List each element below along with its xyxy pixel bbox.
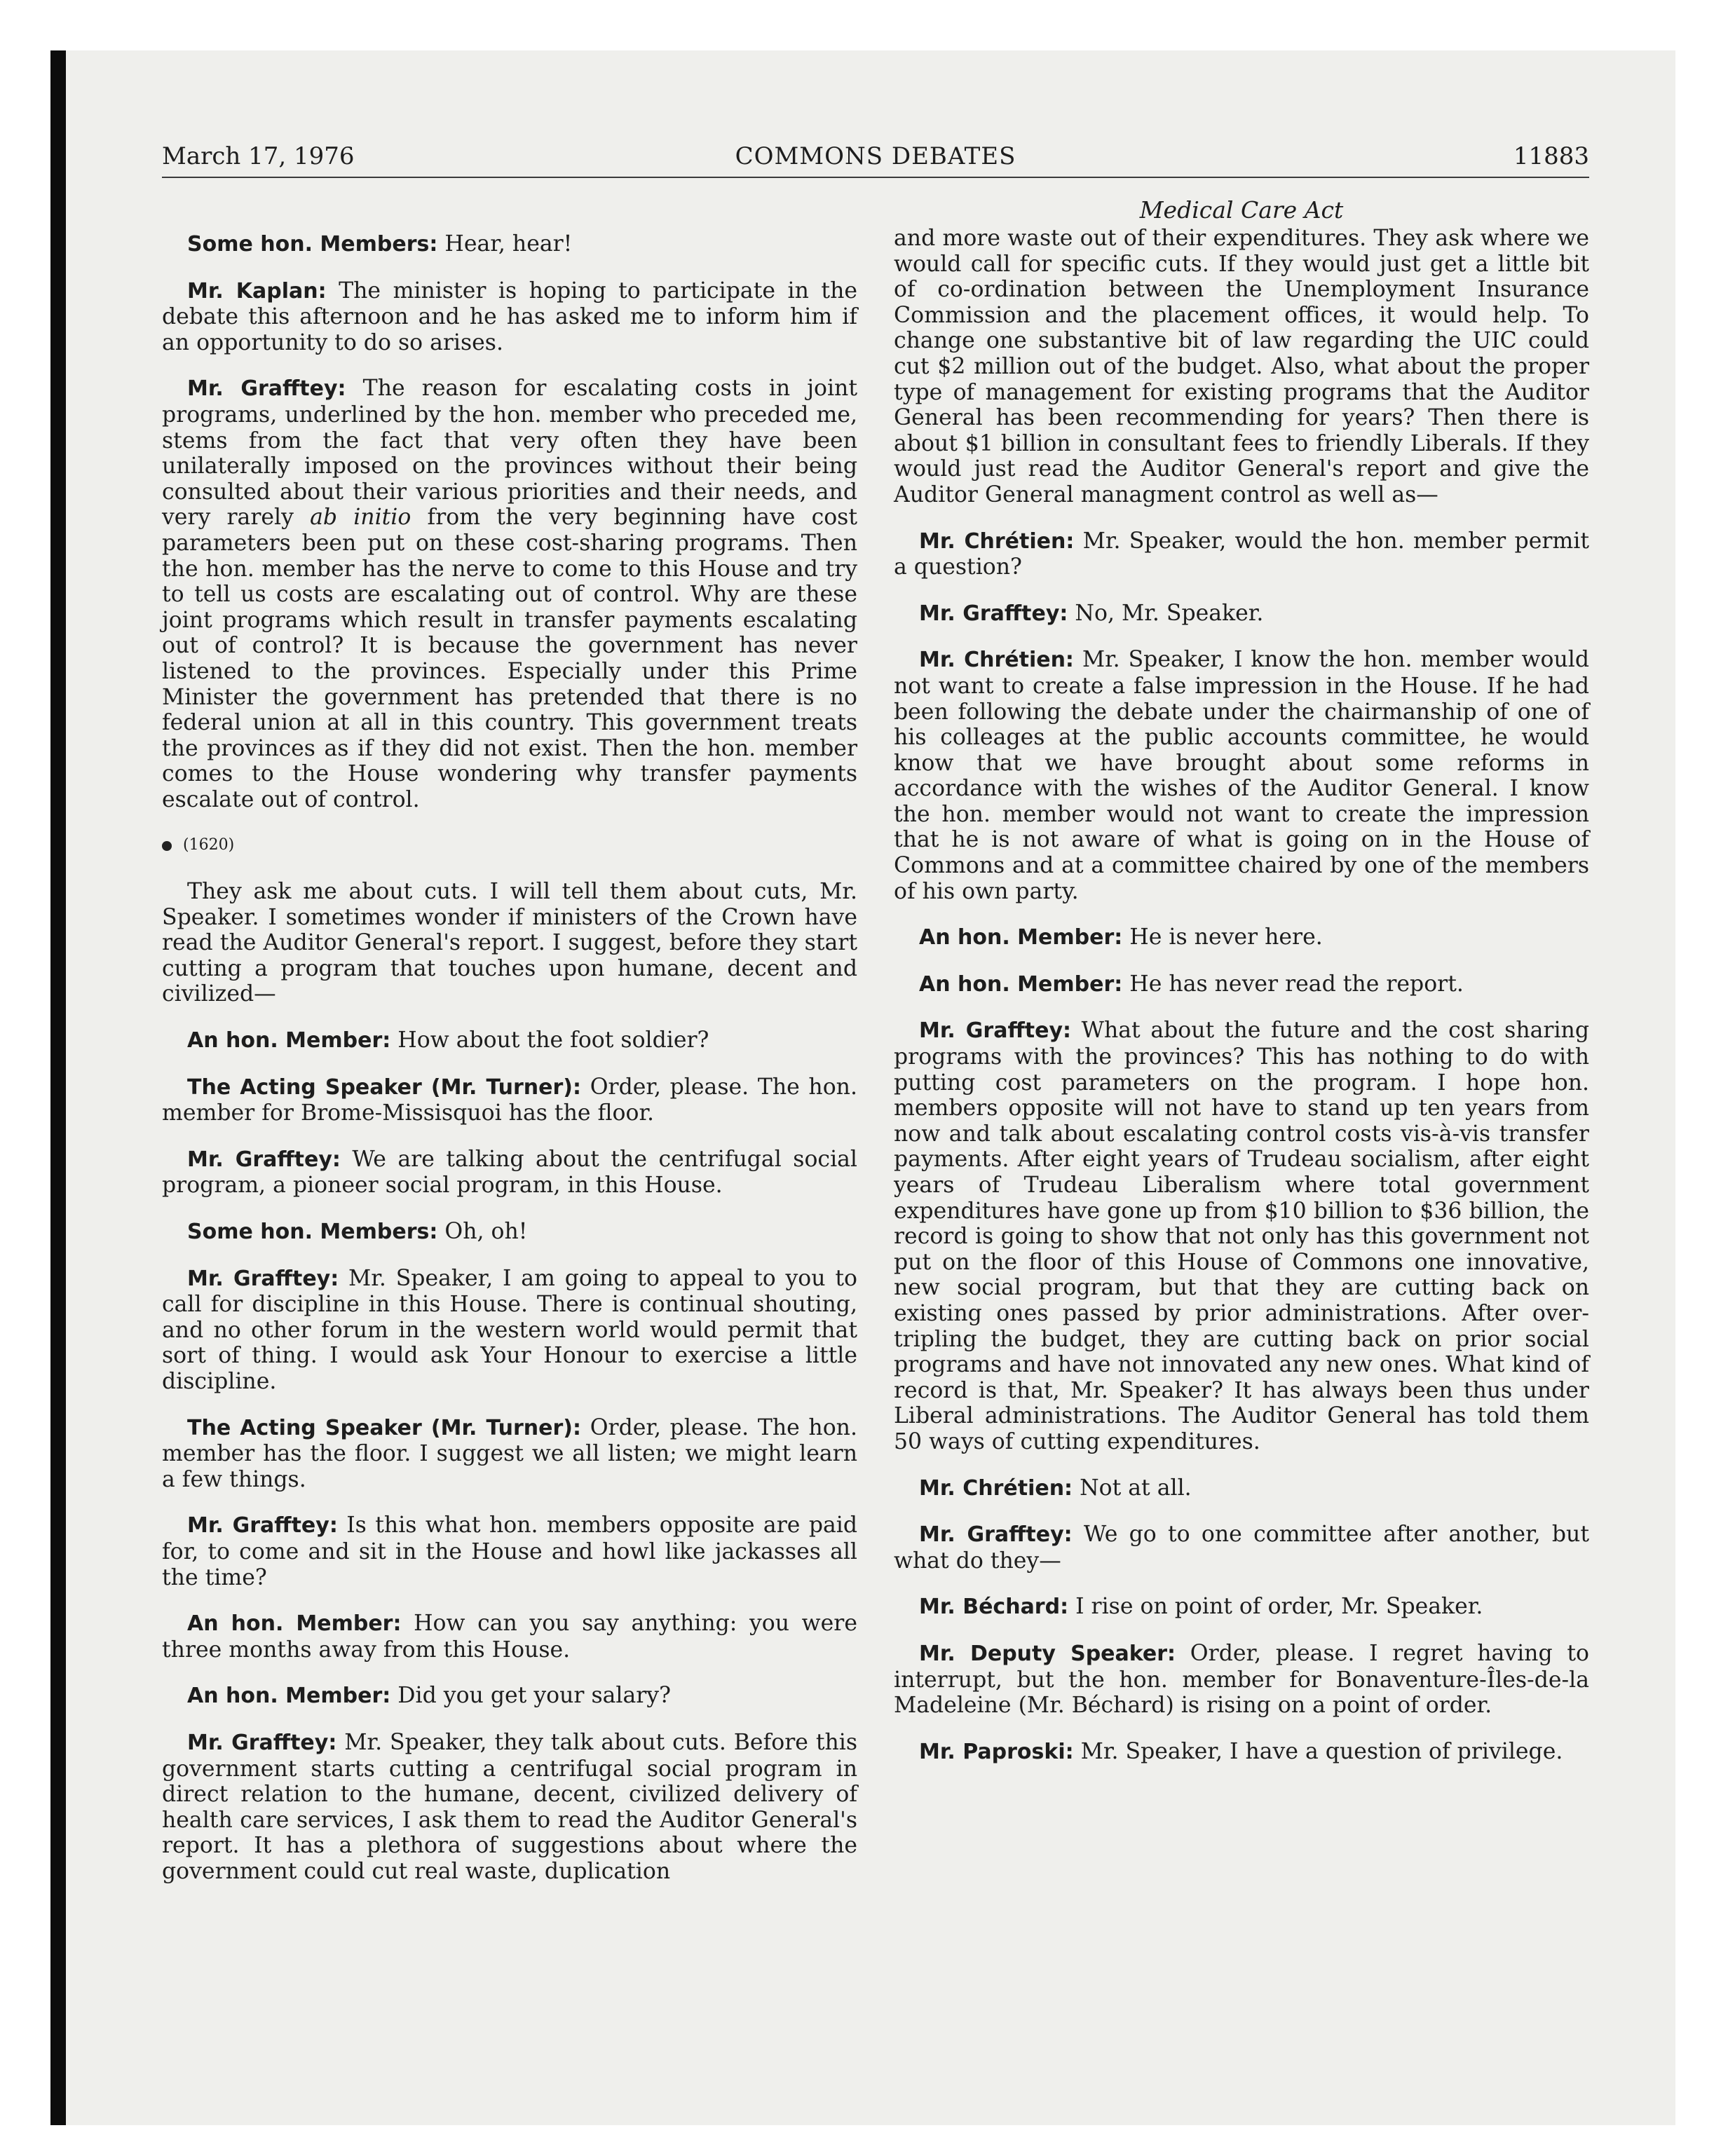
right-column	[894, 196, 1589, 1785]
speaker-name: Mr. Grafftey:	[919, 601, 1068, 626]
paragraph	[162, 1730, 857, 1885]
speech-text: The reason for escalating costs in joint programs, underlined by the hon. member who preceded me, stems from the fact that very often they have been unilaterally imposed on the provinces without their being consulted about their various priorities and their needs, and very rarely	[162, 376, 857, 531]
speech-text: Mr. Speaker, they talk about cuts. Before this government starts cutting a centrifugal social program in direct relation to the humane, decent, civilized delivery of health care services, I ask them to read the Auditor General's report. It has a plethora of suggestions about where the government could cut real waste, duplication	[162, 1729, 858, 1884]
speaker-name: Mr. Deputy Speaker:	[919, 1641, 1176, 1666]
speech-text: They ask me about cuts. I will tell them about cuts, Mr. Speaker. I sometimes wonder if ministers of the Crown have read the Auditor General's report. I suggest, before they start cutting a program that touches upon humane, decent and civilized—	[162, 879, 857, 1007]
speech-text: Order, please. The hon. member has the floor. I suggest we all listen; we might learn a few things.	[162, 1414, 857, 1492]
paragraph	[162, 1028, 857, 1054]
header-title: COMMONS DEBATES	[735, 142, 1016, 170]
page-header	[162, 139, 1589, 178]
speaker-name: Mr. Grafftey:	[187, 1730, 337, 1755]
speaker-name: Mr. Chrétien:	[919, 648, 1074, 673]
paragraph	[162, 1147, 857, 1199]
paragraph	[894, 1475, 1589, 1502]
speech-text: We are talking about the centrifugal social program, a pioneer social program, in this House.	[162, 1146, 857, 1199]
speaker-name: Mr. Grafftey:	[187, 1266, 339, 1291]
speech-text: Mr. Speaker, I know the hon. member would not want to create a false impression in the House. If he had been following the debate under the chairmanship of one of his colleages at the public accounts committee, he would know that we have brought about some reforms in accordance with the wishes of the Auditor General. I know the hon. member would not want to create the impression that he is not aware of what is going on in the House of Commons and at a committee chaired by one of the members of his own party.	[894, 647, 1589, 904]
speech-text: Did you get your salary?	[390, 1683, 671, 1709]
page-number: 11883	[1513, 142, 1589, 170]
paragraph	[162, 1415, 857, 1493]
paragraph	[894, 1594, 1589, 1621]
speaker-name: Mr. Grafftey:	[187, 376, 346, 402]
speaker-name: Mr. Grafftey:	[187, 1513, 338, 1538]
speaker-name: Mr. Béchard:	[919, 1595, 1069, 1620]
paragraph	[162, 1074, 857, 1126]
paragraph	[894, 226, 1589, 508]
speech-text: from the very beginning have cost parameters been put on these cost-sharing programs. Then the hon. member has the nerve to come to this House and try to tell us costs are escalating out of control. Why are these joint programs which result in transfer payments escalating out of control? It is because the government has never listened to the provinces. Especially under this Prime Minister the government has pretended that there is no federal union at all in this country. This government treats the provinces as if they did not exist. Then the hon. member comes to the House wondering why transfer payments escalate out of control.	[162, 505, 857, 812]
speaker-name: The Acting Speaker (Mr. Turner):	[187, 1074, 582, 1100]
speaker-name: Mr. Grafftey:	[919, 1522, 1073, 1548]
paragraph	[894, 647, 1589, 904]
paragraph	[894, 971, 1589, 998]
speech-text: and more waste out of their expenditures. They ask where we would call for specific cuts. If they would just get a little bit of co-ordination between the Unemployment Insurance Commission and the placement offices, it would help. To change one substantive bit of law regarding the UIC could cut $2 million out of the budget. Also, what about the proper type of management for existing programs that the Auditor General has been recommending for years? Then there is about $1 billion in consultant fees to friendly Liberals. If they would just read the Auditor General's report and give the Auditor General managment control as well as—	[894, 226, 1589, 507]
speaker-name: The Acting Speaker (Mr. Turner):	[187, 1415, 582, 1440]
speech-text: Mr. Speaker, I have a question of privilege.	[1073, 1738, 1563, 1764]
speaker-name: An hon. Member:	[187, 1028, 391, 1053]
paragraph	[894, 601, 1589, 627]
paragraph	[162, 1513, 857, 1590]
speech-text: He is never here.	[1122, 925, 1323, 950]
paragraph	[162, 231, 857, 258]
speech-text: Order, please. I regret having to interrupt, but the hon. member for Bonaventure-Îles-de-la Madeleine (Mr. Béchard) is rising on a point of order.	[894, 1640, 1589, 1719]
speech-text: We go to one committee after another, but what do they—	[894, 1522, 1589, 1574]
speech-text: Order, please. The hon. member for Brome-Missisquoi has the floor.	[162, 1074, 857, 1126]
paragraph	[894, 1522, 1589, 1574]
speaker-name: An hon. Member:	[919, 925, 1123, 950]
speech-text: He has never read the report.	[1122, 971, 1464, 997]
paragraph	[162, 278, 857, 356]
header-date: March 17, 1976	[162, 142, 355, 170]
paragraph	[894, 528, 1589, 580]
speech-text: Hear, hear!	[437, 231, 573, 257]
paragraph	[162, 1219, 857, 1246]
speaker-name: Mr. Grafftey:	[187, 1147, 341, 1172]
paragraph	[162, 1611, 857, 1663]
paragraph	[894, 1641, 1589, 1719]
speech-text: How about the foot soldier?	[390, 1028, 709, 1053]
paragraph	[894, 925, 1589, 951]
speech-text: Mr. Speaker, I am going to appeal to you to call for discipline in this House. There is continual shouting, and no other forum in the western world would permit that sort of thing. I would ask Your Honour to exercise a little discipline.	[162, 1265, 857, 1394]
speaker-name: Some hon. Members:	[187, 232, 438, 257]
speech-text: Mr. Speaker, would the hon. member permit a question?	[894, 528, 1589, 580]
paragraph	[162, 879, 857, 1007]
paragraph	[894, 1739, 1589, 1766]
left-column	[162, 231, 857, 1904]
speaker-name: An hon. Member:	[187, 1684, 391, 1709]
speaker-name: Mr. Kaplan:	[187, 278, 327, 303]
section-subtitle: Medical Care Act	[1139, 196, 1344, 224]
time-marker	[162, 833, 857, 859]
speech-text: Not at all.	[1073, 1475, 1192, 1501]
paragraph	[162, 1266, 857, 1395]
speaker-name: Mr. Paproski:	[919, 1739, 1074, 1764]
speech-text: Oh, oh!	[437, 1219, 528, 1244]
speech-text: What about the future and the cost sharing programs with the provinces? This has nothing to do with putting cost parameters on the program. I hope hon. members opposite will not have to stand up ten years from now and talk about escalating control costs vis-à-vis transfer payments. After eight years of Trudeau socialism, after eight years of Trudeau Liberalism where total government expenditures have gone up from $10 billion to $36 billion, the record is going to show that not only has this government not put on the floor of this House of Commons one innovative, new social program, but that they are cutting back on existing ones passed by prior administrations. After over-tripling the budget, they are cutting back on prior social programs and have not innovated any new ones. What kind of record is that, Mr. Speaker? It has always been thus under Liberal administrations. The Auditor General has told them 50 ways of cutting expenditures.	[894, 1018, 1590, 1454]
scan-edge	[50, 50, 66, 2125]
speaker-name: Mr. Chrétien:	[919, 1475, 1073, 1501]
speech-text: Is this what hon. members opposite are paid for, to come and sit in the House and howl like jackasses all the time?	[162, 1513, 858, 1590]
speaker-name: Mr. Grafftey:	[919, 1018, 1072, 1044]
speaker-name: Mr. Chrétien:	[919, 528, 1075, 554]
paragraph	[162, 376, 857, 812]
speaker-name: An hon. Member:	[187, 1611, 402, 1637]
paragraph	[894, 1018, 1589, 1454]
speech-text: The minister is hoping to participate in the debate this afternoon and he has asked me to inform him if an opportunity to do so arises.	[162, 278, 857, 355]
speaker-name: An hon. Member:	[919, 971, 1123, 997]
speaker-name: Some hon. Members:	[187, 1220, 438, 1244]
latin-phrase: ab initio	[310, 505, 411, 531]
bullet-icon	[162, 841, 172, 851]
paragraph	[162, 1683, 857, 1710]
time-marker-text: (1620)	[183, 836, 235, 854]
speech-text: No, Mr. Speaker.	[1068, 600, 1264, 626]
speech-text: How can you say anything: you were three months away from this House.	[162, 1611, 857, 1663]
speech-text: I rise on point of order, Mr. Speaker.	[1068, 1594, 1483, 1620]
